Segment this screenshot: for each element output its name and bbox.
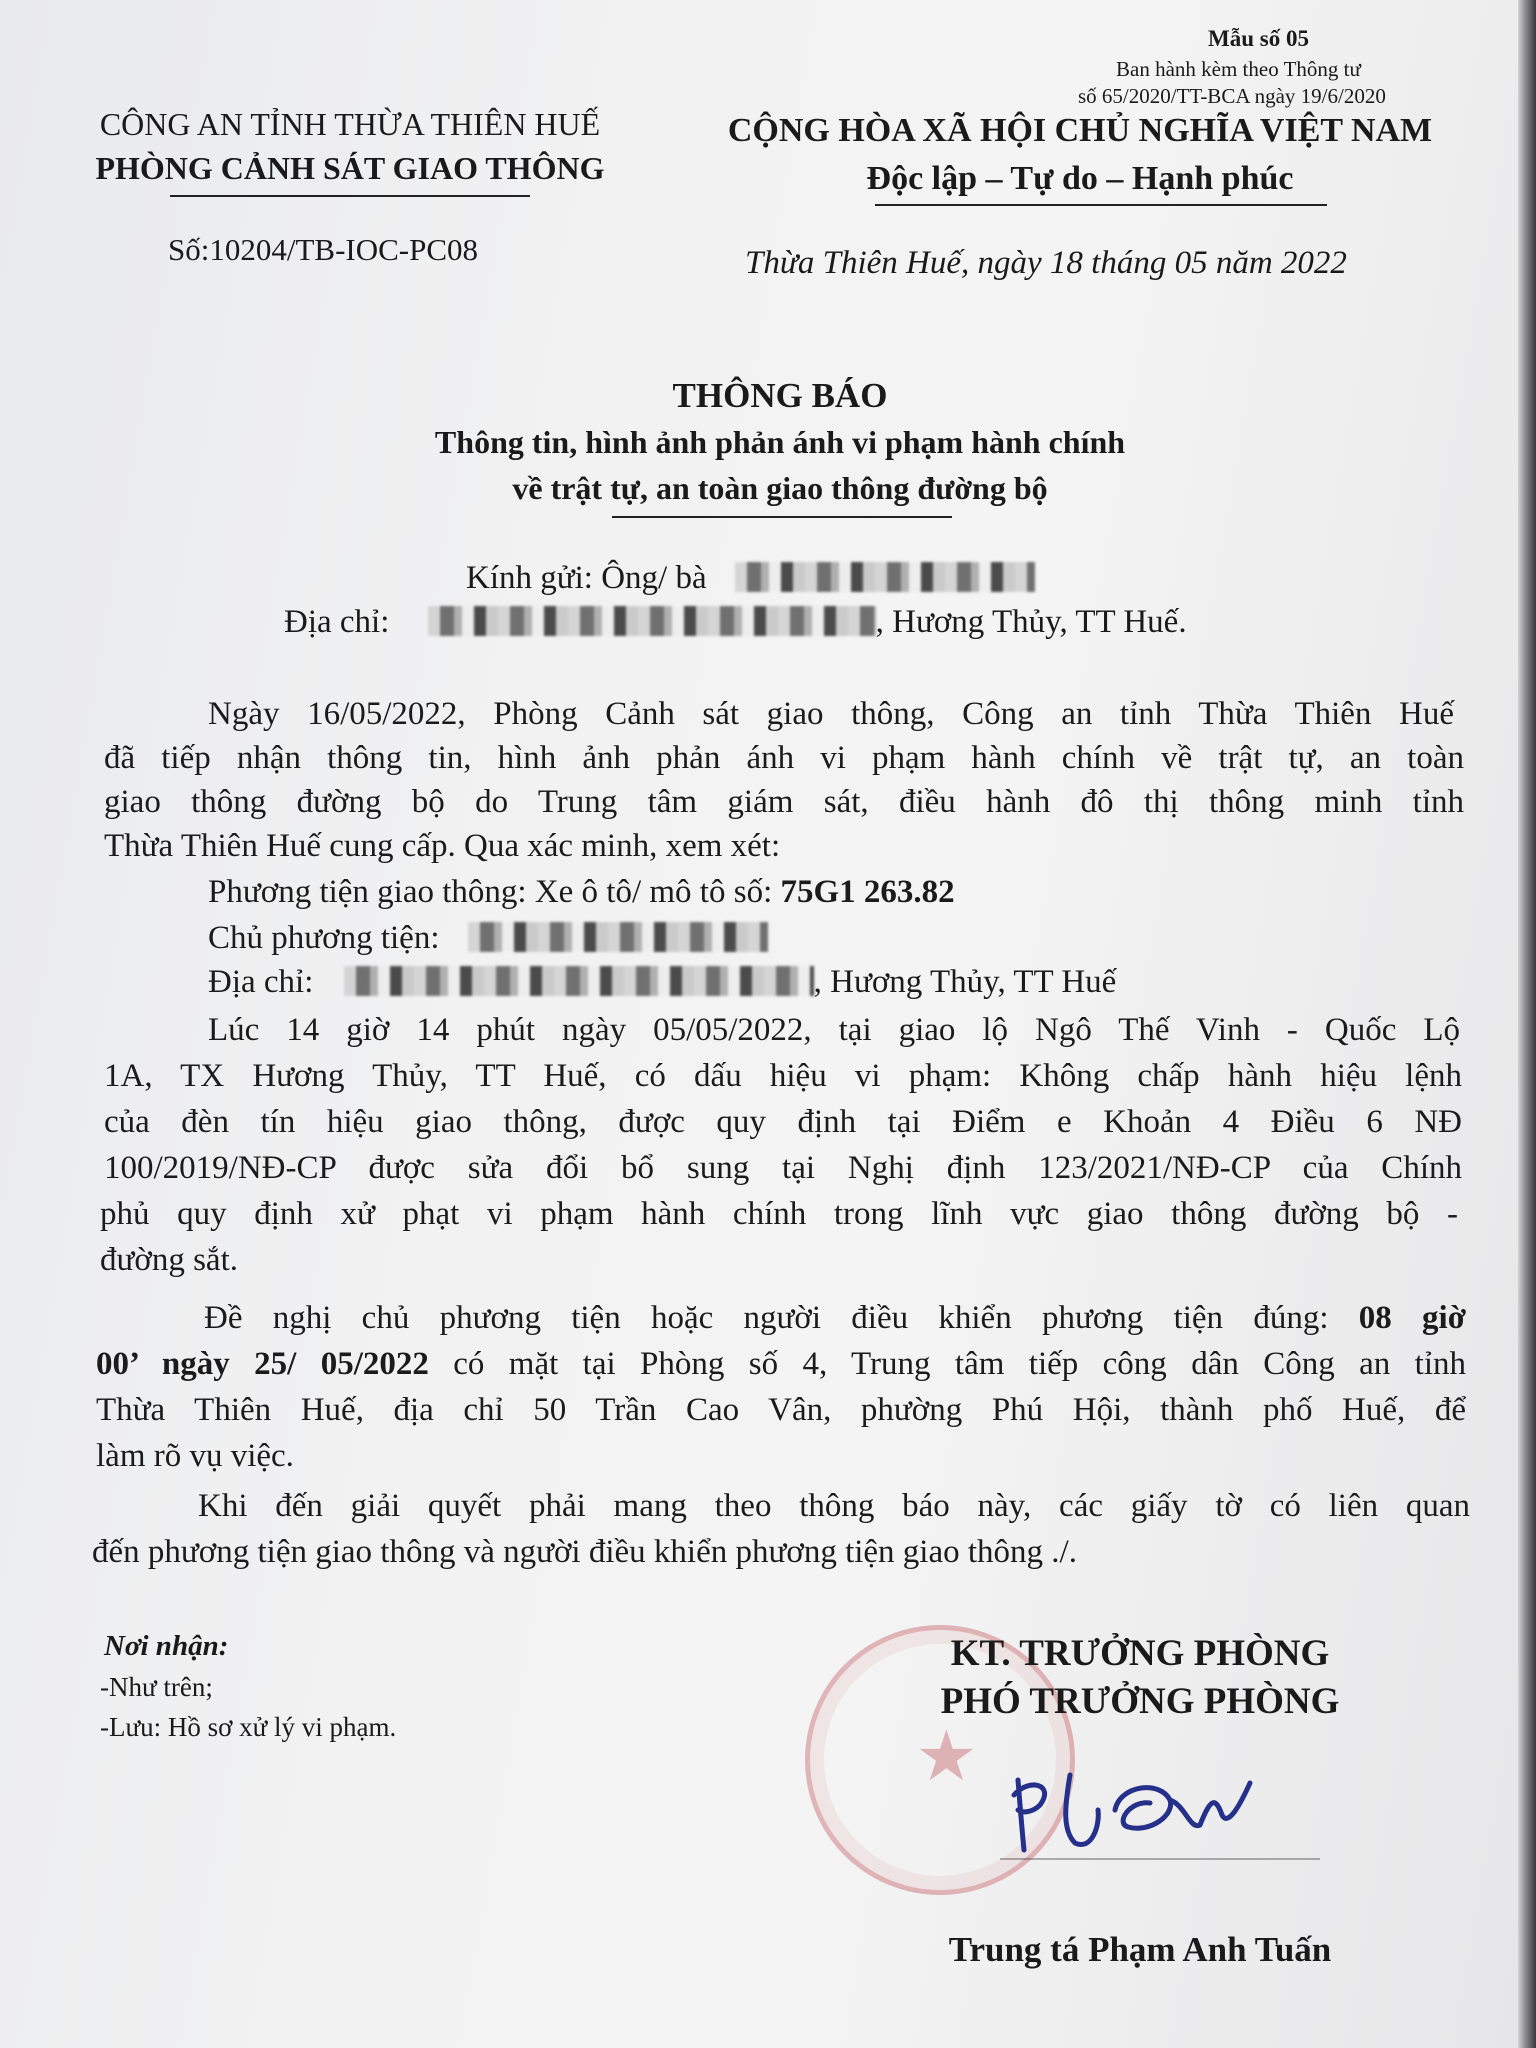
doc-number: Số:10204/TB-IOC-PC08 [168, 232, 479, 267]
owner-line [208, 920, 1525, 957]
signer-name: Trung tá Phạm Anh Tuấn [948, 1930, 1332, 1969]
body-line: Thừa Thiên Huế, địa chỉ 50 Trần Cao Vân, phường Phú Hội, thành phố Huế, để [96, 1392, 1466, 1428]
owner-label: Chủ phương tiện: [208, 920, 440, 956]
body-line: đã tiếp nhận thông tin, hình ảnh phản ánh vi phạm hành chính về trật tự, an toàn [104, 740, 1464, 776]
recipients-label: Nơi nhận: [104, 1630, 229, 1662]
body-line: 1A, TX Hương Thủy, TT Huế, có dấu hiệu vi phạm: Không chấp hành hiệu lệnh [104, 1058, 1462, 1094]
country-name: CỘNG HÒA XÃ HỘI CHỦ NGHĨA VIỆT NAM [727, 112, 1433, 149]
vehicle-line [208, 874, 1525, 911]
seal-star-icon: ★ [915, 1715, 978, 1797]
recipient-greeting: Kính gửi: Ông/ bà [466, 560, 707, 596]
redacted-owner [468, 922, 768, 952]
document-title: THÔNG BÁO [672, 376, 888, 415]
signature-title-2: PHÓ TRƯỞNG PHÒNG [940, 1681, 1340, 1722]
agency-name: CÔNG AN TỈNH THỪA THIÊN HUẾ [99, 106, 601, 142]
place-date: Thừa Thiên Huế, ngày 18 tháng 05 năm 2022 [745, 245, 1347, 281]
recipient-line [466, 560, 1035, 597]
title-underline [612, 516, 952, 518]
recipient-address-tail: , Hương Thủy, TT Huế. [875, 604, 1187, 640]
body-line: Thừa Thiên Huế cung cấp. Qua xác minh, xem xét: [104, 828, 781, 864]
recipient-item: -Như trên; [100, 1672, 213, 1702]
body-line: phủ quy định xử phạt vi phạm hành chính trong lĩnh vực giao thông đường bộ - [100, 1196, 1458, 1232]
redacted-owner-address [344, 966, 814, 996]
department-underline [170, 195, 530, 197]
owner-address-tail: Hương Thủy, TT Huế [830, 964, 1117, 1000]
handwritten-signature [1000, 1755, 1300, 1865]
motto-underline [875, 204, 1327, 206]
recipient-address-line [284, 604, 1187, 641]
body-line: Ngày 16/05/2022, Phòng Cảnh sát giao thông, Công an tỉnh Thừa Thiên Huế [208, 696, 1454, 732]
body-line: 100/2019/NĐ-CP được sửa đổi bổ sung tại Nghị định 123/2021/NĐ-CP của Chính [104, 1150, 1462, 1186]
appointment-date: 00’ ngày 25/ 05/2022 [96, 1346, 429, 1382]
title-subtitle-2: về trật tự, an toàn giao thông đường bộ [512, 470, 1048, 506]
national-motto: Độc lập – Tự do – Hạnh phúc [866, 160, 1294, 197]
body-line: đường sắt. [100, 1242, 238, 1278]
body-line: đến phương tiện giao thông và người điều khiển phương tiện giao thông ./. [92, 1534, 1077, 1570]
department-name: PHÒNG CẢNH SÁT GIAO THÔNG [95, 150, 605, 186]
body-line [96, 1346, 1466, 1383]
recipient-address-label: Địa chỉ: [284, 604, 390, 640]
appointment-intro: Đề nghị chủ phương tiện hoặc người điều khiển phương tiện đúng: [204, 1300, 1359, 1336]
body-line: của đèn tín hiệu giao thông, được quy định tại Điểm e Khoản 4 Điều 6 NĐ [104, 1104, 1462, 1140]
license-plate: 75G1 263.82 [780, 874, 955, 910]
owner-address-line: Địa chỉ: , Hương Thủy, TT Huế [208, 964, 1117, 1000]
form-circular: số 65/2020/TT-BCA ngày 19/6/2020 [1078, 84, 1386, 108]
title-subtitle-1: Thông tin, hình ảnh phản ánh vi phạm hành chính [434, 424, 1126, 460]
signature-line [1000, 1858, 1320, 1860]
appointment-place: có mặt tại Phòng số 4, Trung tâm tiếp công dân Công an tỉnh [428, 1346, 1466, 1382]
redacted-address [428, 606, 876, 636]
owner-address-label: Địa chỉ: [208, 964, 314, 1000]
redacted-name [735, 562, 1035, 592]
form-issued-with: Ban hành kèm theo Thông tư [1116, 57, 1361, 81]
body-line: làm rõ vụ việc. [96, 1438, 294, 1474]
form-code: Mẫu số 05 [1208, 26, 1309, 51]
body-line: giao thông đường bộ do Trung tâm giám sát, điều hành đô thị thông minh tỉnh [104, 784, 1464, 820]
signature-title-1: KT. TRƯỞNG PHÒNG [950, 1633, 1330, 1674]
body-line: Lúc 14 giờ 14 phút ngày 05/05/2022, tại giao lộ Ngô Thế Vinh - Quốc Lộ [208, 1012, 1460, 1048]
paper-edge-shadow [1518, 0, 1536, 2048]
appointment-time: 08 giờ [1358, 1300, 1466, 1336]
body-line: Khi đến giải quyết phải mang theo thông báo này, các giấy tờ có liên quan [198, 1488, 1470, 1524]
vehicle-label: Phương tiện giao thông: Xe ô tô/ mô tô số: [208, 874, 781, 910]
recipient-item: -Lưu: Hồ sơ xử lý vi phạm. [100, 1712, 397, 1742]
body-line [204, 1300, 1466, 1337]
